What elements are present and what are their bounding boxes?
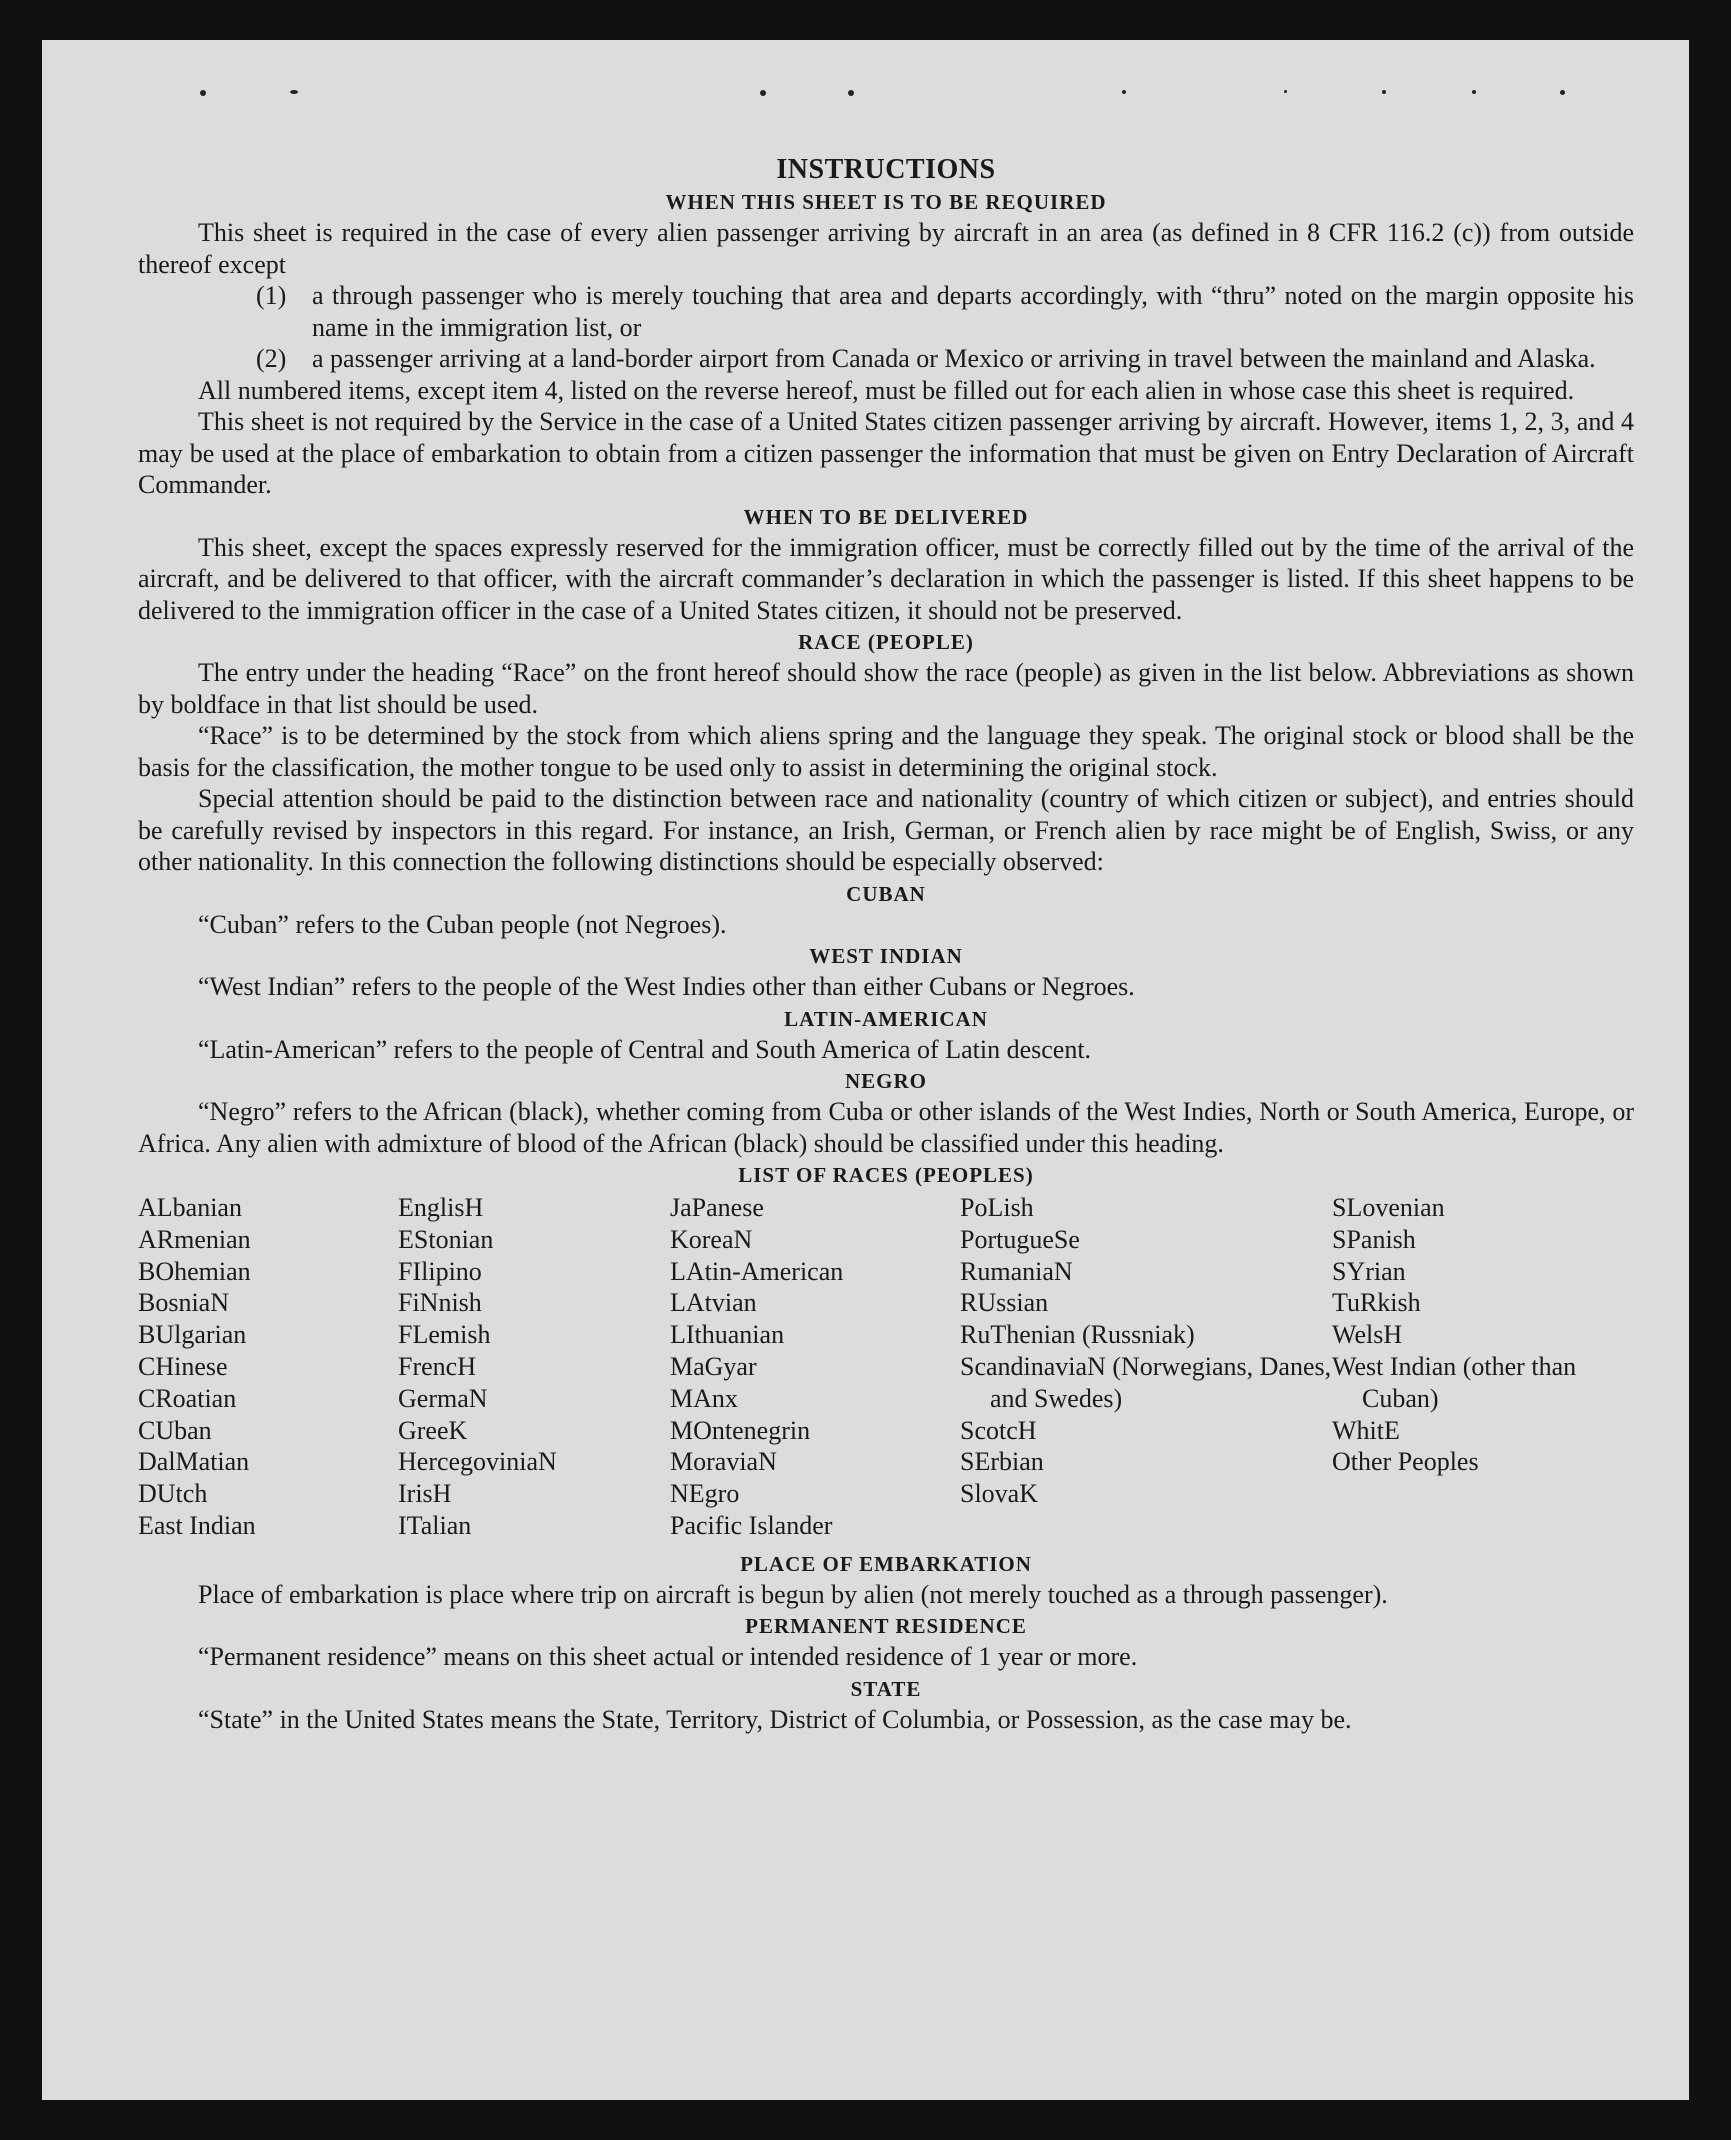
race-item: BOhemian <box>138 1256 251 1286</box>
race-item: GermaN <box>398 1383 488 1413</box>
exception-item-1 <box>138 280 1634 343</box>
heading-permanent-residence: PERMANENT RESIDENCE <box>745 1614 1027 1639</box>
race-item: FrencH <box>398 1351 476 1381</box>
heading-place-of-embarkation: PLACE OF EMBARKATION <box>740 1551 1032 1576</box>
race-item: ScandinaviaN (Norwegians, Danes, and Swedes) <box>960 1351 1332 1413</box>
paragraph-cuban: “Cuban” refers to the Cuban people (not Negroes). <box>198 909 727 939</box>
race-column-3 <box>670 1192 960 1542</box>
race-item: SPanish <box>1332 1224 1416 1254</box>
paragraph-west-indian: “West Indian” refers to the people of the West Indies other than either Cubans or Negroes. <box>198 972 1135 1001</box>
race-item: PortugueSe <box>960 1224 1080 1254</box>
paragraph-negro: “Negro” refers to the African (black), whether coming from Cuba or other islands of the West Indies, North or South America, Europe, or Africa. Any alien with admixture of blood of the African (black) should be classified under this heading. <box>138 1097 1634 1158</box>
heading-latin-american: LATIN-AMERICAN <box>784 1006 988 1031</box>
race-item: East Indian <box>138 1510 256 1540</box>
race-item: SYrian <box>1332 1256 1406 1286</box>
race-item: KoreaN <box>670 1224 753 1254</box>
race-item: WhitE <box>1332 1415 1400 1445</box>
paragraph-embarkation: Place of embarkation is place where trip on aircraft is begun by alien (not merely touched as a through passenger). <box>198 1579 1388 1609</box>
race-list <box>138 1192 1634 1542</box>
item-text: a through passenger who is merely touching that area and departs accordingly, with “thru” noted on the margin opposite his name in the immigration list, or <box>312 281 1634 342</box>
race-item: NEgro <box>670 1479 740 1509</box>
race-item: FLemish <box>398 1320 491 1350</box>
race-item: FIlipino <box>398 1256 482 1286</box>
race-item: SlovaK <box>960 1479 1038 1509</box>
race-column-1 <box>138 1192 398 1542</box>
race-item: LIthuanian <box>670 1320 785 1350</box>
race-item: RUssian <box>960 1288 1049 1318</box>
race-item: ARmenian <box>138 1224 251 1254</box>
race-item: MOntenegrin <box>670 1415 811 1445</box>
race-item: EnglisH <box>398 1193 484 1222</box>
race-item: BosniaN <box>138 1288 229 1318</box>
paragraph-latin-american: “Latin-American” refers to the people of Central and South America of Latin descent. <box>198 1034 1092 1064</box>
race-item: MAnx <box>670 1383 738 1413</box>
race-item: West Indian (other than Cuban) <box>1332 1351 1577 1413</box>
paragraph-delivered: This sheet, except the spaces expressly reserved for the immigration officer, must be correctly filled out by the time of the arrival of the aircraft, and be delivered to that officer, with the aircraft commander’s declaration in which the passenger is listed. If this sheet happens to be delivered to the immigration officer in the case of a United States citizen, it should not be preserved. <box>138 532 1634 625</box>
race-item: Other Peoples <box>1332 1447 1479 1477</box>
exception-item-2 <box>138 343 1634 375</box>
heading-cuban: CUBAN <box>846 881 926 906</box>
race-item: TuRkish <box>1332 1288 1421 1318</box>
race-item: LAtin-American <box>670 1256 844 1286</box>
race-item: MaGyar <box>670 1351 757 1381</box>
paragraph-state: “State” in the United States means the State, Territory, District of Columbia, or Possession, as the case may be. <box>198 1704 1352 1734</box>
race-item: HercegoviniaN <box>398 1447 557 1477</box>
race-item: PoLish <box>960 1193 1034 1222</box>
item-number: (2) <box>256 344 287 373</box>
paragraph-residence: “Permanent residence” means on this sheet actual or intended residence of 1 year or more. <box>198 1642 1138 1672</box>
race-item: RuThenian (Russniak) <box>960 1320 1195 1350</box>
heading-when-required: WHEN THIS SHEET IS TO BE REQUIRED <box>665 190 1107 214</box>
instructions-content <box>138 114 1634 1735</box>
item-text: a passenger arriving at a land-border airport from Canada or Mexico or arriving in travel between the mainland and Alaska. <box>312 344 1596 373</box>
paragraph-numbered-items: All numbered items, except item 4, listed on the reverse hereof, must be filled out for each alien in whose case this sheet is required. <box>198 375 1575 405</box>
heading-west-indian: WEST INDIAN <box>809 944 963 968</box>
race-column-2 <box>398 1192 670 1542</box>
race-item: SLovenian <box>1332 1193 1445 1222</box>
race-item: Pacific Islander <box>670 1510 833 1540</box>
heading-negro: NEGRO <box>844 1069 927 1093</box>
paragraph-race-stock: “Race” is to be determined by the stock from which aliens spring and the language they speak. The original stock or blood shall be the basis for the classification, the mother tongue to be used only to assist in determining the original stock. <box>138 721 1634 782</box>
race-item: WelsH <box>1332 1320 1403 1350</box>
heading-state: STATE <box>850 1676 922 1701</box>
heading-race: RACE (PEOPLE) <box>798 630 974 654</box>
race-item: ITalian <box>398 1510 472 1540</box>
heading-when-delivered: WHEN TO BE DELIVERED <box>743 504 1029 529</box>
paragraph-race-nationality: Special attention should be paid to the distinction between race and nationality (country of which citizen or subject), and entries should be carefully revised by inspectors in this regard. For instance, an Irish, German, or French alien by race might be of English, Swiss, or any other nationality. In this connection the following distinctions should be especially observed: <box>138 784 1634 876</box>
paragraph-race-entry: The entry under the heading “Race” on the front hereof should show the race (people) as given in the list below. Abbreviations as shown by boldface in that list should be used. <box>138 658 1634 719</box>
race-item: DalMatian <box>138 1447 250 1477</box>
race-item: ALbanian <box>138 1193 242 1222</box>
race-item: IrisH <box>398 1479 452 1509</box>
page-title: INSTRUCTIONS <box>776 154 996 185</box>
race-item: SErbian <box>960 1447 1044 1477</box>
paragraph-required: This sheet is required in the case of every alien passenger arriving by aircraft in an area (as defined in 8 CFR 116.2 (c)) from outside thereof except <box>138 218 1634 279</box>
race-column-4 <box>960 1192 1332 1542</box>
race-item: DUtch <box>138 1479 208 1509</box>
race-item: RumaniaN <box>960 1256 1073 1286</box>
document-page <box>42 40 1689 2100</box>
race-item: EStonian <box>398 1224 494 1254</box>
race-item: ScotcH <box>960 1415 1037 1445</box>
race-item: FiNnish <box>398 1288 482 1318</box>
race-item: MoraviaN <box>670 1447 777 1477</box>
race-item: BUlgarian <box>138 1320 247 1350</box>
race-item: GreeK <box>398 1415 468 1445</box>
race-item: JaPanese <box>670 1193 764 1222</box>
punch-marks <box>42 90 1689 100</box>
race-column-5 <box>1332 1192 1602 1542</box>
paragraph-citizen: This sheet is not required by the Service in the case of a United States citizen passenger arriving by aircraft. However, items 1, 2, 3, and 4 may be used at the place of embarkation to obtain from a citizen passenger the information that must be given on Entry Declaration of Aircraft Commander. <box>138 407 1634 499</box>
race-item: CRoatian <box>138 1383 237 1413</box>
race-item: CUban <box>138 1415 212 1445</box>
item-number: (1) <box>256 281 287 310</box>
heading-list-of-races: LIST OF RACES (PEOPLES) <box>738 1163 1034 1187</box>
race-item: CHinese <box>138 1351 228 1381</box>
race-item: LAtvian <box>670 1288 757 1318</box>
